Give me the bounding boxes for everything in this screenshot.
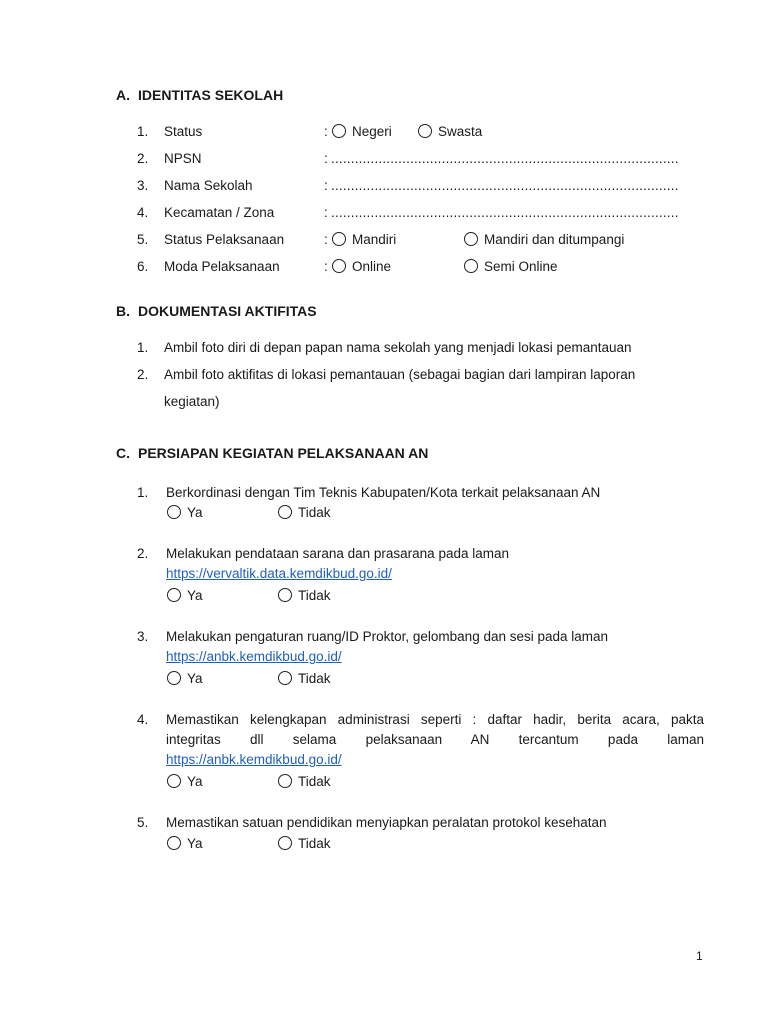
kecamatan-fill-line[interactable]: ........................................................................................ (331, 205, 679, 220)
a-item-label-moda-pelaksanaan: Moda Pelaksanaan (164, 259, 280, 274)
colon: : (324, 205, 328, 220)
radio-option-semi-online[interactable] (464, 259, 558, 274)
c-item-number: 1. (137, 485, 149, 500)
anbk-link[interactable]: https://anbk.kemdikbud.go.id/ (166, 752, 342, 767)
b-item-text: Ambil foto diri di depan papan nama sekolah yang menjadi lokasi pemantauan (164, 340, 632, 355)
c-item-number: 4. (137, 712, 149, 727)
c-item-text: Berkordinasi dengan Tim Teknis Kabupaten/Kota terkait pelaksanaan AN (166, 485, 601, 500)
a-item-number: 1. (137, 124, 149, 139)
radio-option-tidak[interactable] (278, 774, 331, 789)
option-label: Swasta (438, 124, 483, 139)
a-item-number: 3. (137, 178, 149, 193)
radio-option-tidak[interactable] (278, 671, 331, 686)
option-label: Tidak (298, 505, 331, 520)
option-label: Mandiri dan ditumpangi (484, 232, 625, 247)
a-item-label-nama-sekolah: Nama Sekolah (164, 178, 253, 193)
npsn-fill-line[interactable]: ........................................................................................ (331, 151, 679, 166)
section-a-letter: A. (116, 87, 130, 103)
radio-option-online[interactable] (332, 259, 391, 274)
option-label: Tidak (298, 774, 331, 789)
radio-option-swasta[interactable] (418, 124, 482, 139)
b-item-number: 1. (137, 340, 149, 355)
radio-circle-icon[interactable] (167, 505, 181, 519)
radio-circle-icon[interactable] (418, 124, 432, 138)
c-item-number: 5. (137, 815, 149, 830)
vervaltik-link[interactable]: https://vervaltik.data.kemdikbud.go.id/ (166, 566, 392, 581)
nama-sekolah-fill-line[interactable]: ........................................................................................ (331, 178, 679, 193)
colon: : (324, 259, 328, 274)
section-b-letter: B. (116, 303, 130, 319)
a-item-label-status: Status (164, 124, 203, 139)
radio-circle-icon[interactable] (332, 232, 346, 246)
c-item-text: Melakukan pendataan sarana dan prasarana pada laman (166, 546, 509, 561)
c-item-number: 2. (137, 546, 149, 561)
radio-circle-icon[interactable] (278, 588, 292, 602)
option-label: Negeri (352, 124, 392, 139)
section-c-letter: C. (116, 445, 130, 461)
option-label: Tidak (298, 836, 331, 851)
section-b-title: DOKUMENTASI AKTIFITAS (138, 303, 317, 319)
b-item-text: Ambil foto aktifitas di lokasi pemantauan (sebagai bagian dari lampiran laporan (164, 367, 636, 382)
colon: : (324, 151, 328, 166)
a-item-label-status-pelaksanaan: Status Pelaksanaan (164, 232, 285, 247)
radio-option-negeri[interactable] (332, 124, 392, 139)
b-item-text-continued: kegiatan) (164, 394, 220, 409)
option-label: Ya (187, 671, 203, 686)
colon: : (324, 178, 328, 193)
a-item-label-npsn: NPSN (164, 151, 202, 166)
a-item-number: 6. (137, 259, 149, 274)
page-number: 1 (696, 949, 703, 963)
radio-option-tidak[interactable] (278, 505, 331, 520)
option-label: Online (352, 259, 392, 274)
radio-circle-icon[interactable] (167, 774, 181, 788)
option-label: Tidak (298, 671, 331, 686)
radio-circle-icon[interactable] (464, 232, 478, 246)
radio-option-ya[interactable] (167, 671, 203, 686)
colon: : (324, 232, 328, 247)
a-item-label-kecamatan: Kecamatan / Zona (164, 205, 275, 220)
radio-option-ya[interactable] (167, 588, 203, 603)
option-label: Ya (187, 836, 203, 851)
radio-option-ya[interactable] (167, 774, 203, 789)
c-item-text-continued: integritas dll selama pelaksanaan AN tercantum pada laman (166, 732, 704, 747)
radio-circle-icon[interactable] (464, 259, 478, 273)
anbk-link[interactable]: https://anbk.kemdikbud.go.id/ (166, 649, 342, 664)
radio-option-mandiri-ditumpangi[interactable] (464, 232, 624, 247)
option-label: Tidak (298, 588, 331, 603)
section-c-title: PERSIAPAN KEGIATAN PELAKSANAAN AN (138, 445, 429, 461)
radio-circle-icon[interactable] (167, 671, 181, 685)
radio-option-tidak[interactable] (278, 836, 331, 851)
radio-circle-icon[interactable] (278, 671, 292, 685)
option-label: Ya (187, 774, 203, 789)
section-a-title: IDENTITAS SEKOLAH (138, 87, 284, 103)
a-item-number: 4. (137, 205, 149, 220)
radio-option-ya[interactable] (167, 836, 203, 851)
option-label: Semi Online (484, 259, 558, 274)
radio-circle-icon[interactable] (278, 774, 292, 788)
a-item-number: 5. (137, 232, 149, 247)
radio-option-mandiri[interactable] (332, 232, 396, 247)
radio-circle-icon[interactable] (278, 505, 292, 519)
c-item-text: Memastikan satuan pendidikan menyiapkan peralatan protokol kesehatan (166, 815, 607, 830)
a-item-number: 2. (137, 151, 149, 166)
radio-option-tidak[interactable] (278, 588, 331, 603)
radio-circle-icon[interactable] (332, 124, 346, 138)
option-label: Ya (187, 588, 203, 603)
radio-circle-icon[interactable] (332, 259, 346, 273)
option-label: Mandiri (352, 232, 397, 247)
c-item-text: Memastikan kelengkapan administrasi seperti : daftar hadir, berita acara, pakta (166, 712, 704, 727)
radio-option-ya[interactable] (167, 505, 203, 520)
radio-circle-icon[interactable] (167, 588, 181, 602)
colon: : (324, 124, 328, 139)
option-label: Ya (187, 505, 203, 520)
radio-circle-icon[interactable] (278, 836, 292, 850)
c-item-number: 3. (137, 629, 149, 644)
c-item-text: Melakukan pengaturan ruang/ID Proktor, gelombang dan sesi pada laman (166, 629, 609, 644)
radio-circle-icon[interactable] (167, 836, 181, 850)
b-item-number: 2. (137, 367, 149, 382)
